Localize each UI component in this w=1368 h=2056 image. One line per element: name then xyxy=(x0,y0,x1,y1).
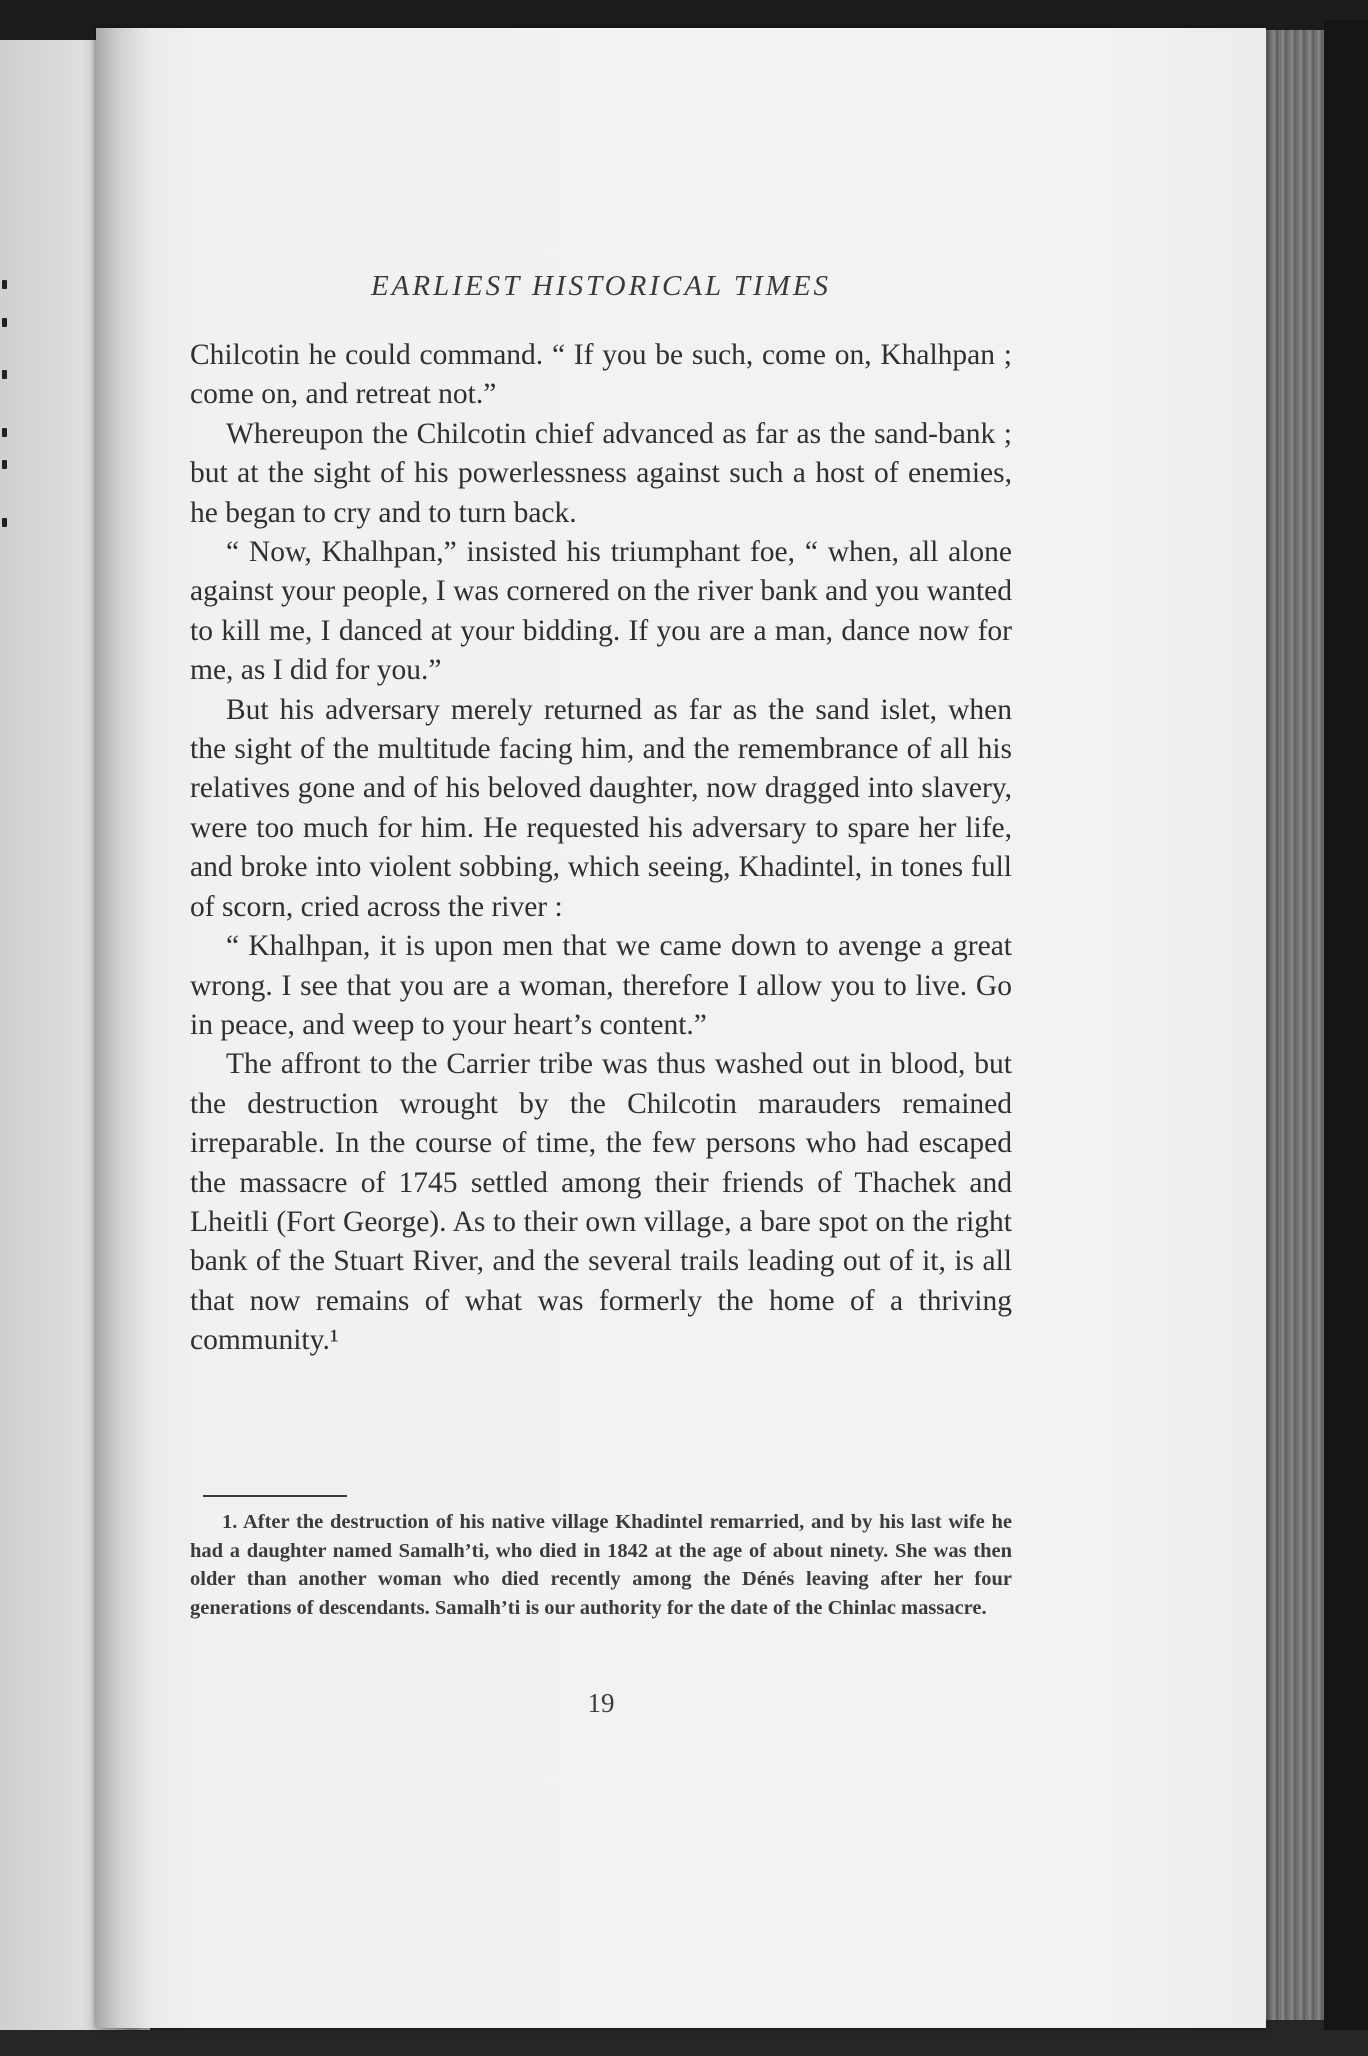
body-text xyxy=(190,336,1012,1361)
running-head: EARLIEST HISTORICAL TIMES xyxy=(370,270,832,302)
footnote: 1. After the destruction of his native village Khadintel remarried, and by his last wife he had a daughter named Samalh’ti, who died in 1842 at the age of about ninety. She was then older than another woman who died recently among the Dénés leaving after her four generations of descendants. Samalh’ti is our authority for the date of the Chinlac massacre. xyxy=(190,1511,1012,1619)
page-stack-edge xyxy=(1262,30,1324,2020)
page-number: 19 xyxy=(587,1688,615,1718)
paragraph: Chilcotin he could command. “ If you be such, come on, Khalhpan ; come on, and retreat not.” xyxy=(190,339,1012,411)
paragraph: The affront to the Carrier tribe was thus washed out in blood, but the destruction wrought by the Chilcotin marauders remained irreparable. In the course of time, the few persons who had escaped the massacre of 1745 settled among their friends of Thachek and Lheitli (Fort George). As to their own village, a bare spot on the right bank of the Stuart River, and the several trails leading out of it, is all that now remains of what was formerly the home of a thriving community.¹ xyxy=(190,1048,1012,1357)
paragraph: “ Khalhpan, it is upon men that we came down to avenge a great wrong. I see that you are a woman, therefore I allow you to live. Go in peace, and weep to your heart’s content.” xyxy=(190,930,1012,1041)
book-cover-edge xyxy=(1324,20,1368,2030)
footnote-rule xyxy=(203,1495,347,1497)
paragraph: But his adversary merely returned as far as the sand islet, when the sight of the multitude facing him, and the remembrance of all his relatives gone and of his beloved daughter, now dragged into slavery, were too much for him. He requested his adversary to spare her life, and broke into violent sobbing, which seeing, Khadintel, in tones full of scorn, cried across the river : xyxy=(190,693,1012,923)
paragraph: Whereupon the Chilcotin chief advanced as far as the sand-bank ; but at the sight of his powerlessness against such a host of enemies, he began to cry and to turn back. xyxy=(190,417,1012,529)
paragraph: “ Now, Khalhpan,” insisted his triumphant foe, “ when, all alone against your people, I was cornered on the river bank and you wanted to kill me, I danced at your bidding. If you are a man, dance now for me, as I did for you.” xyxy=(190,536,1012,687)
